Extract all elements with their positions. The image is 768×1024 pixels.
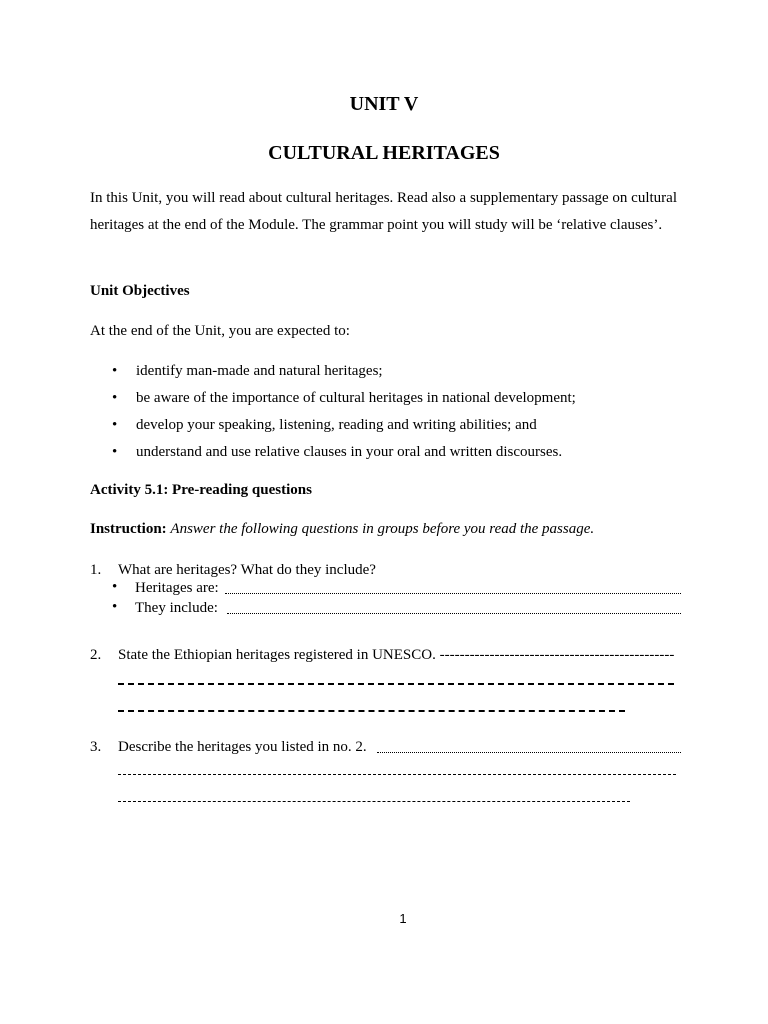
activity-heading: Activity 5.1: Pre-reading questions — [90, 482, 312, 498]
question-1-text: What are heritages? What do they include? — [118, 562, 376, 578]
question-1-sub-include: They include: — [135, 600, 218, 616]
bullet-icon: • — [112, 444, 118, 460]
unit-label: UNIT V — [349, 93, 419, 115]
instruction-text: Answer the following questions in groups before you read the passage. — [170, 521, 595, 537]
question-3-text: Describe the heritages you listed in no. 2. — [118, 739, 367, 755]
list-item: • identify man-made and natural heritages; — [112, 363, 383, 379]
objectives-heading: Unit Objectives — [90, 283, 190, 299]
question-1-number: 1. — [90, 562, 102, 578]
instruction-line — [90, 521, 594, 538]
answer-line[interactable] — [118, 683, 674, 685]
page-number: 1 — [399, 911, 407, 926]
answer-line[interactable] — [227, 613, 681, 614]
page-title: CULTURAL HERITAGES — [268, 142, 500, 164]
answer-line[interactable] — [225, 593, 681, 594]
question-2-text: State the Ethiopian heritages registered in UNESCO. ----------------------------------------------- — [118, 647, 675, 663]
answer-line[interactable] — [377, 752, 681, 753]
bullet-icon: • — [112, 390, 118, 406]
instruction-label: Instruction: — [90, 521, 167, 537]
question-3-number: 3. — [90, 739, 102, 755]
question-1-sub-heritages: Heritages are: — [135, 580, 219, 596]
bullet-icon: • — [112, 599, 118, 615]
objectives-list — [112, 361, 712, 469]
bullet-icon: • — [112, 579, 118, 595]
list-item: • be aware of the importance of cultural heritages in national development; — [112, 390, 576, 406]
list-item: • understand and use relative clauses in your oral and written discourses. — [112, 444, 563, 460]
answer-line[interactable] — [118, 774, 676, 775]
question-2-number: 2. — [90, 647, 102, 663]
objectives-lead: At the end of the Unit, you are expected to: — [90, 323, 350, 339]
answer-line[interactable] — [118, 710, 625, 712]
intro-paragraph: In this Unit, you will read about cultural heritages. Read also a supplementary passage on cultural heritages at the end of the Module. The grammar point you will study will be ‘relative clauses’. — [90, 190, 677, 233]
list-item: • develop your speaking, listening, reading and writing abilities; and — [112, 417, 537, 433]
bullet-icon: • — [112, 363, 118, 379]
answer-line[interactable] — [118, 801, 630, 802]
bullet-icon: • — [112, 417, 118, 433]
